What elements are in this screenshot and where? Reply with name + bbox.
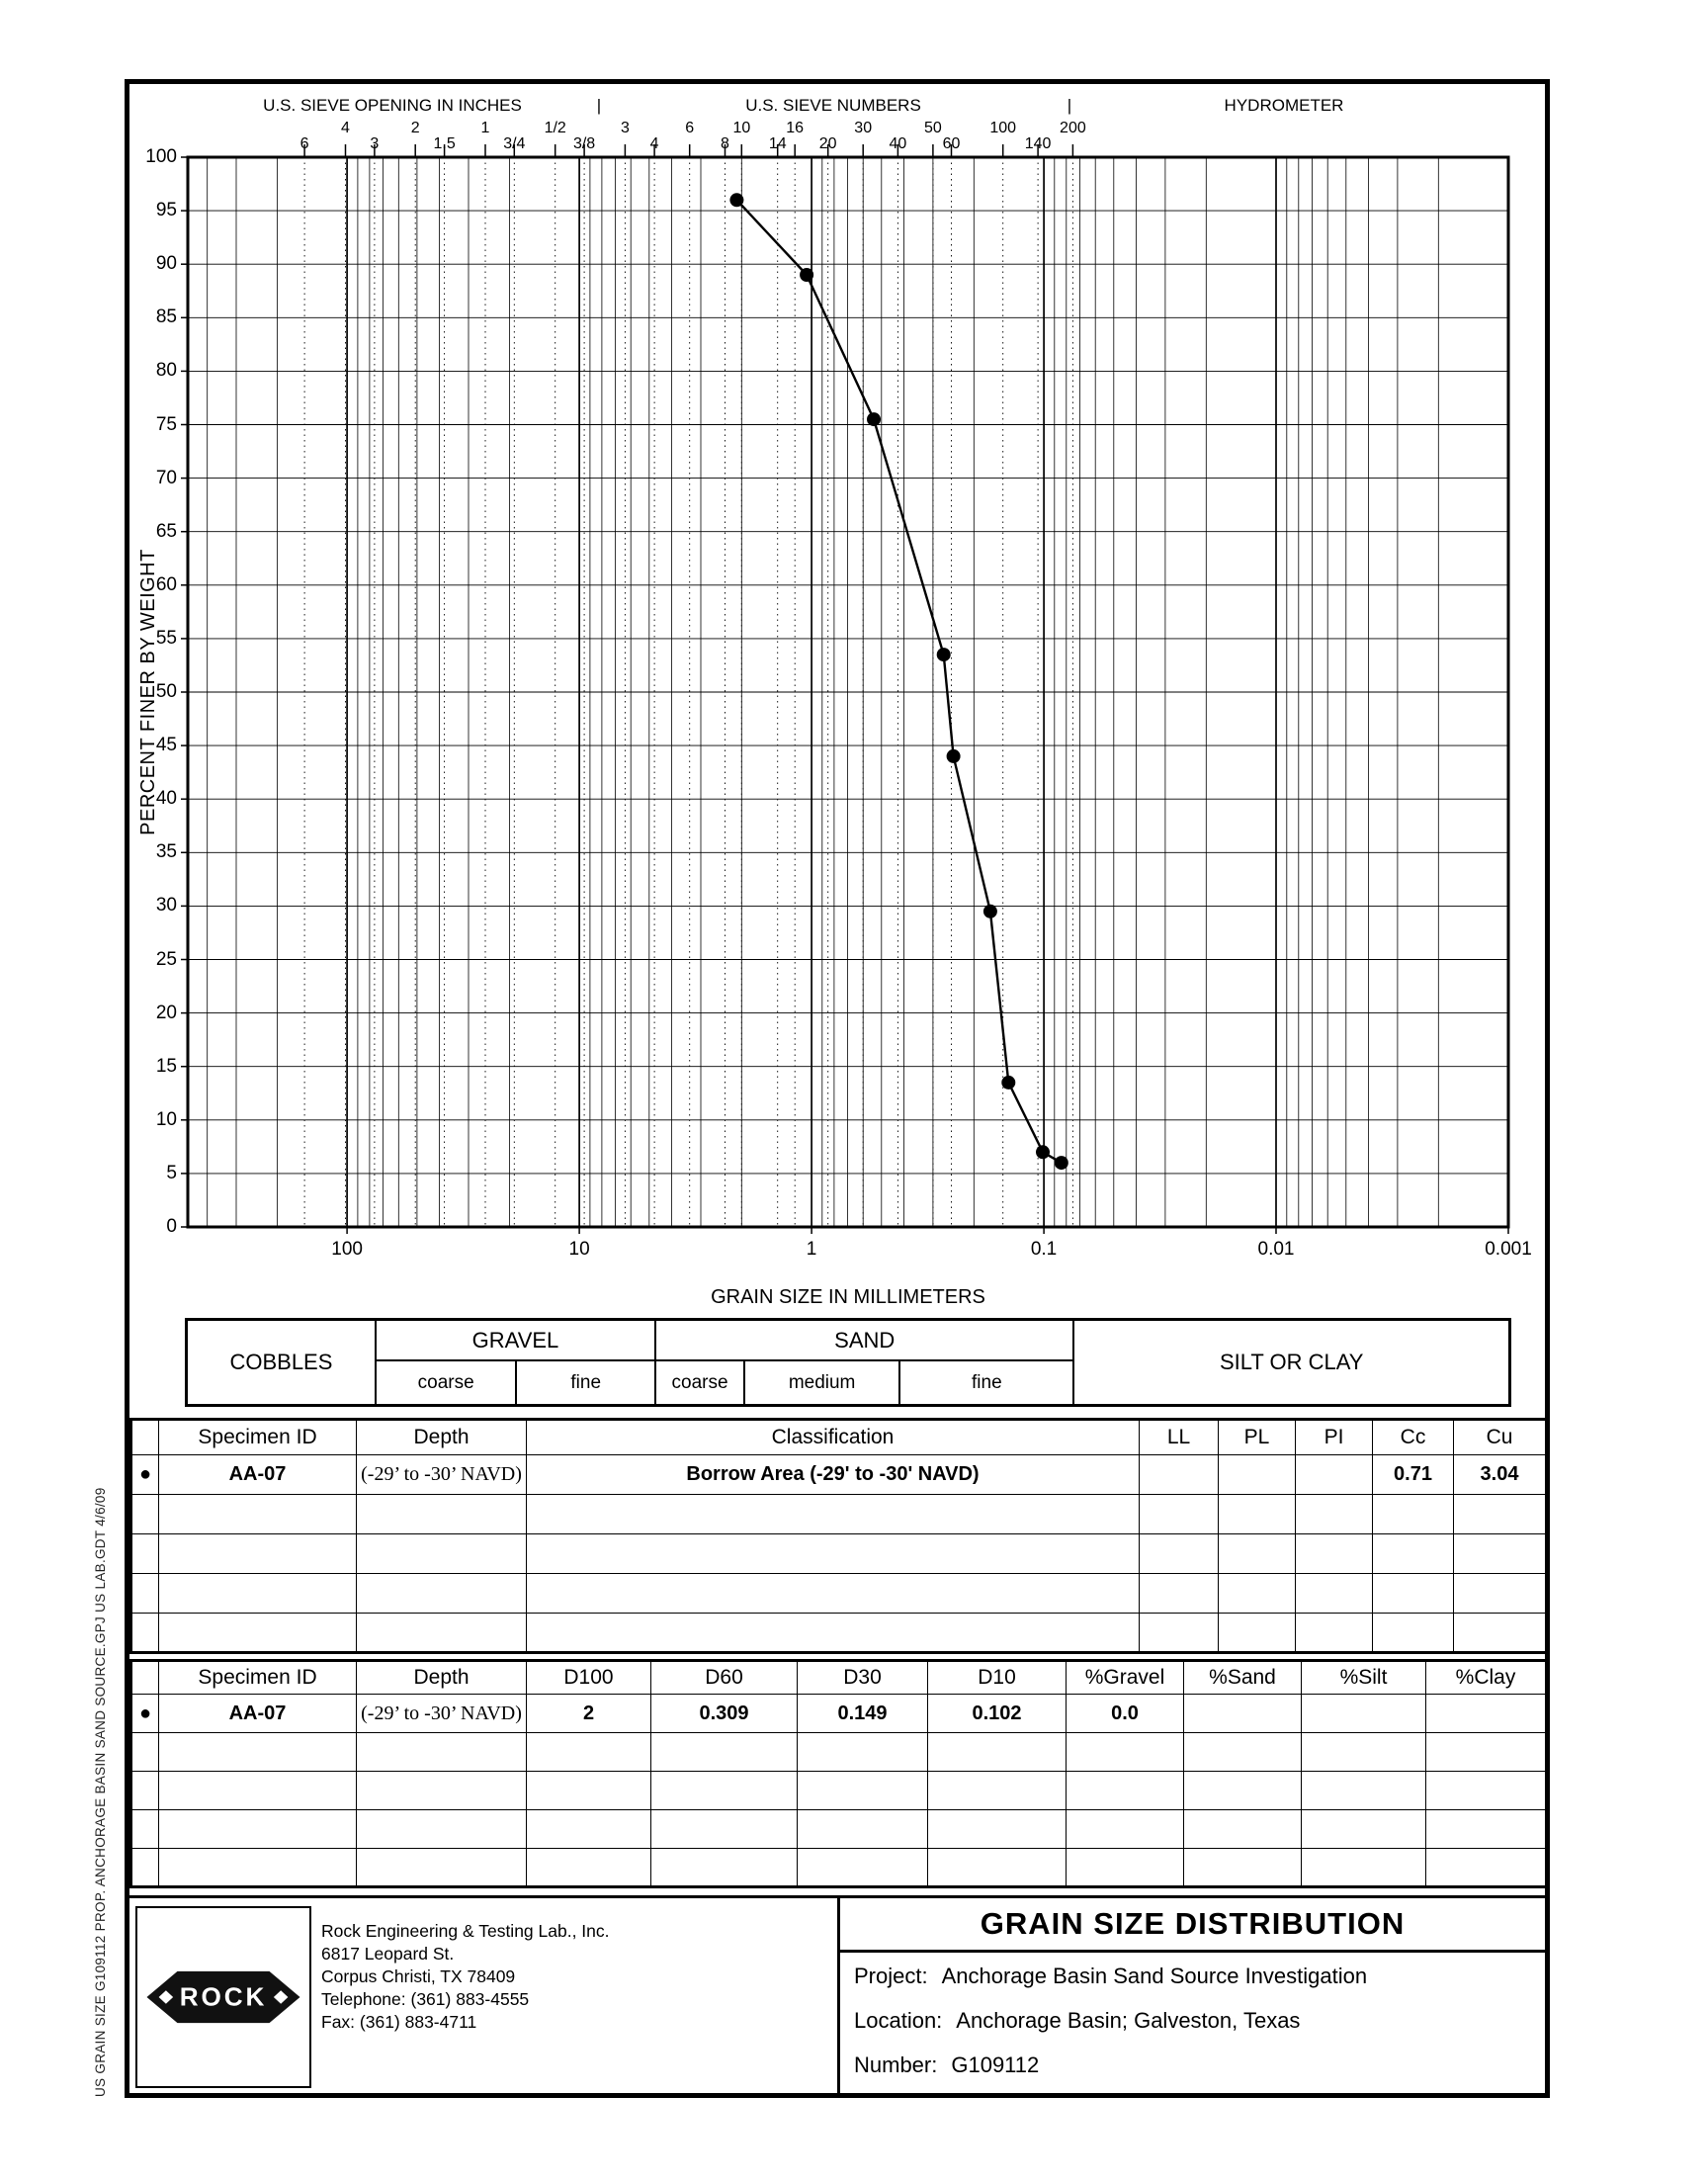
cell-depth: (-29’ to -30’ NAVD) [357, 1695, 527, 1733]
x-tick-label: 100 [331, 1239, 363, 1260]
y-tick-label: 70 [155, 467, 177, 488]
rock-logo-text: ROCK [179, 1981, 268, 2012]
empty-cell [1184, 1810, 1302, 1849]
y-tick-label: 45 [155, 735, 177, 756]
cell-pi [1296, 1455, 1373, 1495]
empty-cell [527, 1849, 651, 1887]
sieve-inches-label: 1 [480, 120, 490, 136]
y-tick-label: 20 [155, 1002, 177, 1023]
sieve-number-label: 40 [889, 135, 907, 152]
empty-cell [131, 1534, 159, 1574]
sieve-number-label: 140 [1024, 135, 1052, 152]
empty-cell [1296, 1614, 1373, 1653]
series-marker: ● [131, 1455, 159, 1495]
empty-cell [651, 1849, 798, 1887]
cell-specimen-id: AA-07 [159, 1455, 357, 1495]
empty-cell [1373, 1534, 1454, 1574]
empty-cell [1067, 1772, 1184, 1810]
empty-cell [357, 1772, 527, 1810]
empty-cell [131, 1614, 159, 1653]
location-value: Anchorage Basin; Galveston, Texas [956, 2008, 1301, 2033]
size-subclass-label: fine [898, 1361, 1072, 1404]
col-d60: D60 [651, 1661, 798, 1695]
empty-cell [651, 1810, 798, 1849]
axis-header-sieve-inches: U.S. SIEVE OPENING IN INCHES [263, 96, 522, 115]
empty-cell [1426, 1772, 1547, 1810]
size-class-label: GRAVEL [377, 1321, 654, 1361]
y-tick-label: 10 [155, 1108, 177, 1130]
empty-cell [1426, 1733, 1547, 1772]
y-tick-label: 100 [145, 146, 177, 167]
empty-cell [798, 1849, 928, 1887]
y-tick-label: 50 [155, 681, 177, 702]
size-subclass-label: coarse [417, 1371, 474, 1393]
empty-row [131, 1810, 1547, 1849]
cell-d60: 0.309 [651, 1695, 798, 1733]
empty-cell [1302, 1733, 1426, 1772]
empty-cell [1296, 1534, 1373, 1574]
cell-pct-silt [1302, 1695, 1426, 1733]
cell-d100: 2 [527, 1695, 651, 1733]
sieve-number-label: 8 [721, 135, 729, 152]
marker-column-header [131, 1661, 159, 1695]
company-city: Corpus Christi, TX 78409 [321, 1966, 516, 1986]
sieve-number-label: 50 [924, 120, 942, 136]
gradation-data-row [131, 1695, 1547, 1733]
x-tick-label: 1 [806, 1239, 817, 1260]
empty-cell [159, 1849, 357, 1887]
project-field [854, 1964, 1367, 1989]
empty-cell [131, 1772, 159, 1810]
cell-classification: Borrow Area (-29' to -30' NAVD) [527, 1455, 1140, 1495]
empty-cell [357, 1810, 527, 1849]
empty-cell [1219, 1614, 1296, 1653]
empty-cell [357, 1534, 527, 1574]
company-name: Rock Engineering & Testing Lab., Inc. [321, 1921, 610, 1941]
y-axis-title: PERCENT FINER BY WEIGHT [137, 549, 159, 835]
sieve-number-label: 20 [818, 135, 837, 152]
number-label: Number: [854, 2052, 938, 2077]
size-class-sand [654, 1321, 1072, 1404]
empty-cell [1426, 1810, 1547, 1849]
axis-header-hydrometer: HYDROMETER [1224, 96, 1344, 115]
sieve-inches-label: 3/4 [503, 135, 526, 152]
col-pl: PL [1219, 1420, 1296, 1455]
empty-cell [1184, 1849, 1302, 1887]
gradation-values-table [129, 1659, 1548, 1888]
col-pct-silt: %Silt [1302, 1661, 1426, 1695]
classification-table-header-row [131, 1420, 1547, 1455]
cell-specimen-id: AA-07 [159, 1695, 357, 1733]
empty-cell [357, 1495, 527, 1534]
sieve-inches-label: 3 [370, 135, 380, 152]
empty-cell [159, 1810, 357, 1849]
sieve-number-label: 4 [649, 135, 659, 152]
col-d100: D100 [527, 1661, 651, 1695]
empty-cell [798, 1810, 928, 1849]
empty-cell [1454, 1574, 1547, 1614]
y-tick-label: 30 [155, 895, 177, 917]
marker-column-header [131, 1420, 159, 1455]
col-pi: PI [1296, 1420, 1373, 1455]
location-field [854, 2008, 1300, 2034]
y-tick-label: 85 [155, 306, 177, 328]
grain-size-chart [129, 84, 1545, 1316]
col-ll: LL [1140, 1420, 1219, 1455]
empty-cell [1184, 1772, 1302, 1810]
size-class-cobbles: COBBLES [229, 1350, 333, 1374]
empty-cell [527, 1772, 651, 1810]
sieve-inches-label: 1.5 [433, 135, 456, 152]
x-tick-label: 10 [568, 1239, 590, 1260]
y-tick-label: 35 [155, 841, 177, 863]
empty-cell [159, 1574, 357, 1614]
empty-cell [1302, 1810, 1426, 1849]
col-pct-gravel: %Gravel [1067, 1661, 1184, 1695]
empty-row [131, 1849, 1547, 1887]
empty-cell [1140, 1534, 1219, 1574]
title-block [129, 1895, 1545, 2093]
empty-cell [1067, 1733, 1184, 1772]
y-tick-label: 80 [155, 360, 177, 382]
cell-pct-gravel: 0.0 [1067, 1695, 1184, 1733]
empty-cell [928, 1733, 1067, 1772]
project-label: Project: [854, 1964, 928, 1988]
empty-cell [1373, 1495, 1454, 1534]
x-tick-label: 0.01 [1257, 1239, 1295, 1260]
empty-cell [159, 1772, 357, 1810]
report-frame [125, 79, 1550, 2098]
size-subclass-row [377, 1361, 654, 1404]
y-tick-label: 90 [155, 253, 177, 275]
empty-cell [131, 1849, 159, 1887]
y-tick-label: 0 [166, 1216, 177, 1237]
empty-cell [159, 1495, 357, 1534]
col-depth: Depth [357, 1661, 527, 1695]
size-subclass-label: fine [515, 1361, 654, 1404]
empty-cell [527, 1733, 651, 1772]
empty-cell [131, 1495, 159, 1534]
size-subclass-row [656, 1361, 1072, 1404]
cell-pct-clay [1426, 1695, 1547, 1733]
sieve-number-label: 30 [854, 120, 873, 136]
col-classification: Classification [527, 1420, 1140, 1455]
size-subclass-label: medium [743, 1361, 898, 1404]
company-fax: Fax: (361) 883-4711 [321, 2012, 477, 2032]
sieve-inches-label: 1/2 [544, 120, 566, 136]
rock-logo [145, 1966, 301, 2028]
x-axis-title: GRAIN SIZE IN MILLIMETERS [711, 1286, 985, 1308]
empty-cell [1296, 1574, 1373, 1614]
empty-cell [1302, 1772, 1426, 1810]
empty-row [131, 1495, 1547, 1534]
grain-size-classification-bar [185, 1318, 1511, 1407]
cell-pct-sand [1184, 1695, 1302, 1733]
sieve-number-label: 14 [768, 135, 787, 152]
axis-header-separator: | [596, 96, 602, 115]
cell-cc: 0.71 [1373, 1455, 1454, 1495]
empty-cell [1140, 1614, 1219, 1653]
size-subclass-label: coarse [671, 1371, 728, 1393]
col-cc: Cc [1373, 1420, 1454, 1455]
size-class-silt-or-clay: SILT OR CLAY [1072, 1321, 1508, 1404]
series-marker: ● [131, 1695, 159, 1733]
col-specimen-id: Specimen ID [159, 1661, 357, 1695]
empty-cell [527, 1574, 1140, 1614]
company-logo-box [135, 1906, 311, 2088]
sieve-number-label: 6 [685, 120, 695, 136]
classification-data-row [131, 1455, 1547, 1495]
empty-cell [1067, 1849, 1184, 1887]
empty-cell [1140, 1574, 1219, 1614]
y-tick-label: 40 [155, 788, 177, 810]
report-title: GRAIN SIZE DISTRIBUTION [840, 1898, 1545, 1953]
x-tick-label: 0.001 [1485, 1239, 1532, 1260]
y-tick-label: 25 [155, 948, 177, 970]
empty-cell [928, 1772, 1067, 1810]
size-class-label: SAND [656, 1321, 1072, 1361]
y-tick-label: 60 [155, 573, 177, 595]
plot-canvas [129, 84, 1545, 1316]
company-street: 6817 Leopard St. [321, 1944, 455, 1964]
axis-header-sieve-numbers: U.S. SIEVE NUMBERS [745, 96, 921, 115]
cell-d30: 0.149 [798, 1695, 928, 1733]
empty-cell [1373, 1614, 1454, 1653]
gradation-table-header-row [131, 1661, 1547, 1695]
number-value: G109112 [951, 2052, 1040, 2077]
y-tick-label: 55 [155, 627, 177, 649]
sieve-inches-label: 3/8 [572, 135, 596, 152]
empty-cell [651, 1772, 798, 1810]
axis-header-separator: | [1067, 96, 1072, 115]
col-pct-sand: %Sand [1184, 1661, 1302, 1695]
empty-cell [1140, 1495, 1219, 1534]
col-pct-clay: %Clay [1426, 1661, 1547, 1695]
col-d10: D10 [928, 1661, 1067, 1695]
sidebar-filename-note: US GRAIN SIZE G109112 PROP. ANCHORAGE BASIN SAND SOURCE.GPJ US LAB.GDT 4/6/09 [93, 1487, 108, 2097]
empty-cell [1426, 1849, 1547, 1887]
empty-cell [798, 1733, 928, 1772]
sieve-number-label: 10 [732, 120, 751, 136]
y-tick-label: 65 [155, 520, 177, 542]
empty-row [131, 1534, 1547, 1574]
empty-cell [527, 1810, 651, 1849]
y-tick-label: 15 [155, 1055, 177, 1077]
empty-cell [1219, 1534, 1296, 1574]
empty-cell [1302, 1849, 1426, 1887]
size-class-gravel [375, 1321, 654, 1404]
company-address [321, 1920, 610, 2034]
empty-cell [651, 1733, 798, 1772]
company-section [129, 1898, 837, 2096]
empty-cell [159, 1614, 357, 1653]
empty-cell [1067, 1810, 1184, 1849]
location-label: Location: [854, 2008, 943, 2033]
empty-cell [1373, 1574, 1454, 1614]
sieve-inches-label: 4 [341, 120, 350, 136]
empty-cell [1219, 1574, 1296, 1614]
empty-cell [131, 1574, 159, 1614]
empty-cell [131, 1733, 159, 1772]
empty-cell [159, 1534, 357, 1574]
empty-cell [798, 1772, 928, 1810]
empty-cell [357, 1574, 527, 1614]
sieve-inches-label: 6 [299, 135, 309, 152]
empty-cell [1219, 1495, 1296, 1534]
empty-cell [527, 1614, 1140, 1653]
cell-cu: 3.04 [1454, 1455, 1547, 1495]
empty-cell [357, 1733, 527, 1772]
empty-cell [357, 1614, 527, 1653]
empty-row [131, 1614, 1547, 1653]
y-tick-label: 5 [166, 1162, 177, 1183]
col-d30: D30 [798, 1661, 928, 1695]
empty-cell [1454, 1495, 1547, 1534]
sieve-number-label: 60 [942, 135, 961, 152]
number-field [854, 2052, 1039, 2078]
sieve-inches-label: 2 [410, 120, 420, 136]
empty-cell [1454, 1534, 1547, 1574]
empty-row [131, 1574, 1547, 1614]
cell-ll [1140, 1455, 1219, 1495]
empty-cell [1184, 1733, 1302, 1772]
empty-row [131, 1733, 1547, 1772]
empty-row [131, 1772, 1547, 1810]
empty-cell [1296, 1495, 1373, 1534]
x-tick-label: 0.1 [1030, 1239, 1058, 1260]
sieve-number-label: 200 [1060, 120, 1086, 136]
col-cu: Cu [1454, 1420, 1547, 1455]
col-specimen-id: Specimen ID [159, 1420, 357, 1455]
cell-pl [1219, 1455, 1296, 1495]
empty-cell [357, 1849, 527, 1887]
sieve-number-label: 100 [989, 120, 1017, 136]
empty-cell [527, 1495, 1140, 1534]
classification-table [129, 1418, 1548, 1654]
y-tick-label: 95 [155, 200, 177, 221]
empty-cell [928, 1849, 1067, 1887]
sieve-number-label: 16 [786, 120, 805, 136]
empty-cell [159, 1733, 357, 1772]
y-tick-label: 75 [155, 413, 177, 435]
empty-cell [928, 1810, 1067, 1849]
company-telephone: Telephone: (361) 883-4555 [321, 1989, 530, 2009]
empty-cell [1454, 1614, 1547, 1653]
cell-d10: 0.102 [928, 1695, 1067, 1733]
project-value: Anchorage Basin Sand Source Investigation [941, 1964, 1368, 1988]
empty-cell [131, 1810, 159, 1849]
cell-depth: (-29’ to -30’ NAVD) [357, 1455, 527, 1495]
sieve-number-label: 3 [620, 120, 630, 136]
report-title-section [837, 1898, 1545, 2096]
empty-cell [527, 1534, 1140, 1574]
col-depth: Depth [357, 1420, 527, 1455]
